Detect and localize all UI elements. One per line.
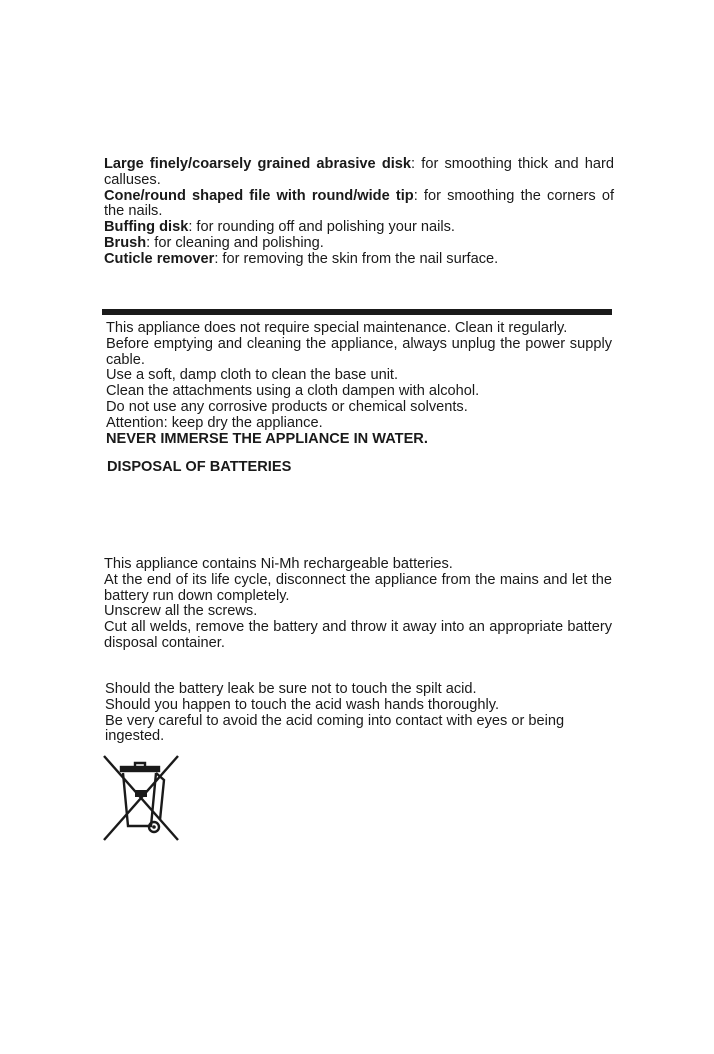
maintenance-line: Use a soft, damp cloth to clean the base unit.: [106, 367, 399, 384]
attachment-item: [104, 220, 614, 236]
attachment-item: [104, 189, 614, 221]
immersion-warning: NEVER IMMERSE THE APPLIANCE IN WATER.: [106, 430, 428, 447]
attachment-term: Buffing disk: [104, 219, 189, 236]
attachment-desc: : for cleaning and polishing.: [146, 234, 324, 251]
section-divider: [102, 309, 612, 315]
acid-line: Be very careful to avoid the acid coming into contact with eyes or being ingested.: [105, 712, 565, 745]
attachment-term: Cuticle remover: [104, 250, 215, 267]
maintenance-line: Attention: keep dry the appliance.: [106, 414, 323, 431]
acid-line: Should you happen to touch the acid wash hands thoroughly.: [105, 696, 500, 713]
attachment-item: [104, 236, 614, 252]
disposal-line: Cut all welds, remove the battery and throw it away into an appropriate battery disposal container.: [104, 619, 612, 651]
disposal-line: This appliance contains Ni-Mh rechargeable batteries.: [104, 556, 453, 572]
attachment-term: Cone/round shaped file with round/wide tip: [104, 187, 414, 204]
attachment-desc: : for rounding off and polishing your nails.: [188, 219, 455, 236]
attachment-term: Large finely/coarsely grained abrasive disk: [104, 156, 412, 172]
maintenance-section: [106, 321, 612, 447]
maintenance-line: Clean the attachments using a cloth dampen with alcohol.: [106, 383, 480, 400]
crossed-out-wheelie-bin-icon: [102, 754, 180, 842]
acid-line: Should the battery leak be sure not to touch the spilt acid.: [105, 681, 477, 697]
battery-disposal-section: [104, 557, 612, 652]
disposal-heading: DISPOSAL OF BATTERIES: [107, 459, 292, 475]
attachments-list: [104, 157, 614, 268]
attachment-item: [104, 157, 614, 189]
attachment-desc: : for smoothing thick and hard calluses.: [104, 156, 614, 188]
maintenance-line: Do not use any corrosive products or chemical solvents.: [106, 398, 468, 415]
attachment-term: Brush: [104, 234, 147, 251]
acid-warning-section: [105, 682, 615, 745]
disposal-line: At the end of its life cycle, disconnect the appliance from the mains and let the battery run down completely.: [104, 571, 612, 604]
maintenance-line: Before emptying and cleaning the appliance, always unplug the power supply cable.: [106, 335, 612, 368]
maintenance-line: This appliance does not require special maintenance. Clean it regularly.: [106, 320, 568, 336]
attachment-desc: : for removing the skin from the nail surface.: [214, 250, 499, 267]
attachment-item: [104, 252, 614, 268]
disposal-line: Unscrew all the screws.: [104, 603, 258, 620]
attachment-desc: : for smoothing the corners of the nails.: [104, 187, 615, 220]
